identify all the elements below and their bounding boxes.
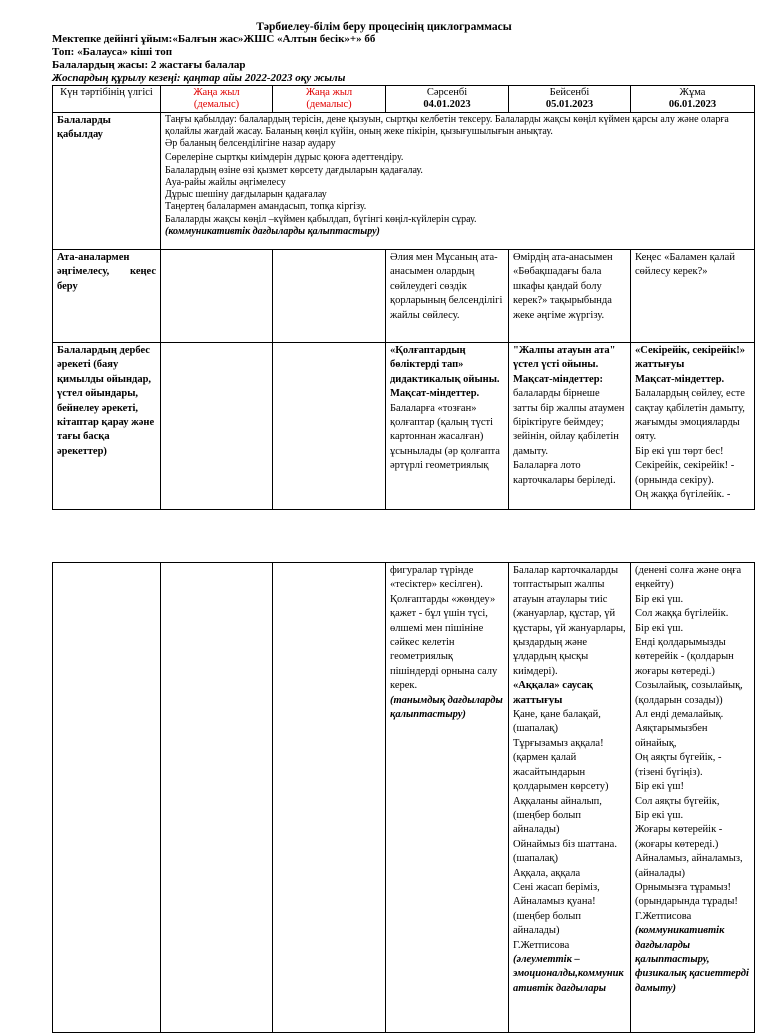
schedule-table-page2 [52, 562, 755, 1033]
parents-thursday: Өмірдің ата-анасымен «Бөбақшадағы бала шкафы қандай болу керек?» тақырыбында жеке әңгіме жүргізу. [509, 250, 631, 343]
row-reception [53, 113, 755, 250]
header-day2: Жаңа жыл (демалыс) [273, 86, 386, 113]
schedule-table-page1 [52, 85, 755, 510]
row-label-parents: Ата-аналармен әңгімелесу, кеңес беру [53, 250, 161, 343]
row-parents [53, 250, 755, 343]
cont-thursday: Балалар карточкаларды топтастырып жалпы атауын атаулары тиіс (жануарлар, құстар, үй құстары, үй жануарлары, қыздардың және ұлдардың қысқы киімдері). «Аққала» саусақ жаттығуы Қане, қане балақай, (шапалақ) Тұрғызамыз аққала! (қармен қалай жасайтындарын қолдарымен көрсету) Аққаланы айналып, (шеңбер болып айналады) Ойнаймыз біз шаттана. (шапалақ) Аққала, аққала Сені жасап беріміз, Айналамыз қуана! (шеңбер болып айналады) Г.Жетписова (әлеуметтік – эмоционалды,коммуникативтік дағдылары [509, 563, 631, 1033]
header-thursday: Бейсенбі 05.01.2023 [509, 86, 631, 113]
parents-wednesday: Әлия мен Мұсаның ата-анасымен олардың сөйлеудегі сөздік қорларының белсенділігі жайлы сөйлесу. [386, 250, 509, 343]
cell-empty [161, 250, 273, 343]
row-activities-continued [53, 563, 755, 1033]
reception-content: Таңғы қабылдау: балалардың терісін, дене қызуын, сыртқы келбетін тексеру. Балаларды жақсы көңіл күймен қарсы алу және оларға қолайлы жағдай жасау. Баланың көңіл күйін, оның жеке пікірін, қызығушылығын анықтау. Әр баланың белсенділігіне назар аудару Сөрелеріне сыртқы киімдерін дұрыс қоюға әдеттендіру. Балалардың өзіне өзі қызмет көрсету дағдыларын қадағалау. Ауа-райы жайлы әңгімелесу Дұрыс шешіну дағдыларын қадағалау Таңертең балалармен амандасып, топқа кіргізу. Балаларды жақсы көңіл –күймен қабылдап, бүгінгі көңіл-күйлерін сұрау. (коммуникативтік дағдыларды қалыптастыру) [161, 113, 755, 250]
table-header-row [53, 86, 755, 113]
activities-wednesday: «Қолғаптардың бөліктерді тап» дидактикалық ойыны. Мақсат-міндеттер. Балаларға «тозған» қолғаптар (қалың түсті картоннан жасалған) ұсынылады (әр қолғапта әртүрлі геометриялық [386, 343, 509, 510]
header-day1: Жаңа жыл (демалыс) [161, 86, 273, 113]
group-line: Топ: «Балауса» кіші топ [52, 46, 173, 58]
row-activities [53, 343, 755, 510]
row-label-activities: Балалардың дербес әрекеті (баяу қимылды ойындар, үстел ойындары, бейнелеу әрекеті, кітаптар қарау және тағы басқа әрекеттер) [53, 343, 161, 510]
cont-wednesday: фигуралар түрінде «тесіктер» кесілген). Қолғаптарды «жөндеу» қажет - бұл үшін түсі, өлшемі мен пішініне сәйкес келетін геометриялық пішіндерді орнына салу керек. (танымдық дағдыларды қалыптастыру) [386, 563, 509, 1033]
cell-empty [161, 343, 273, 510]
activities-thursday: "Жалпы атауын ата" үстел үсті ойыны. Мақсат-міндеттер: балаларды бірнеше затты бір жалпы атаумен біріктіруге беймдеу; зейінін, ойлау қабілетін дамыту. Балаларға лото карточкалары беріледі. [509, 343, 631, 510]
parents-friday: Кеңес «Баламен қалай сөйлесу керек?» [631, 250, 755, 343]
period-line: Жоспардың құрылу кезеңі: қаңтар айы 2022-2023 оқу жылы [52, 72, 346, 84]
age-line: Балалардың жасы: 2 жастағы балалар [52, 59, 246, 71]
header-wednesday: Сәрсенбі 04.01.2023 [386, 86, 509, 113]
header-friday: Жұма 06.01.2023 [631, 86, 755, 113]
cell-empty [161, 563, 273, 1033]
school-line: Мектепке дейінгі ұйым:«Балғын жас»ЖШС «Алтын бесік»+» бб [52, 33, 376, 45]
cell-empty [53, 563, 161, 1033]
cont-friday: (денені солға және оңға еңкейту) Бір екі үш. Сол жаққа бүгілейік. Бір екі үш. Енді қолдарымызды көтерейік - (қолдарын жоғары көтереді.) Созылайық, созылайық, (қолдарын созады)) Ал енді демалайық. Аяқтарымызбен ойнайық, Оң аяқты бүгейік, - (тізені бүгіңіз). Бір екі үш! Сол аяқты бүгейік, Бір екі үш. Жоғары көтерейік - (жоғары көтереді.) Айналамыз, айналамыз, (айналады) Орнымызға тұрамыз! (орындарында тұрады! Г.Жетписова (коммуникативтік дағдыларды қалыптастыру, физикалық қасиеттерді дамыту) [631, 563, 755, 1033]
cell-empty [273, 343, 386, 510]
cell-empty [273, 250, 386, 343]
cell-empty [273, 563, 386, 1033]
row-label-reception: Балаларды қабылдау [53, 113, 161, 250]
activities-friday: «Секірейік, секірейік!» жаттығуы Мақсат-міндеттер. Балалардың сөйлеу, есте сақтау қабілетін дамыту, жағымды эмоцияларды ояту. Бір екі үш төрт бес! Секірейік, секірейік! - (орнында секіру). Оң жаққа бүгілейік. - [631, 343, 755, 510]
document-title: Тәрбиелеу-білім беру процесінің циклограммасы [256, 21, 512, 33]
header-schedule: Күн тәртібінің үлгісі [53, 86, 161, 113]
